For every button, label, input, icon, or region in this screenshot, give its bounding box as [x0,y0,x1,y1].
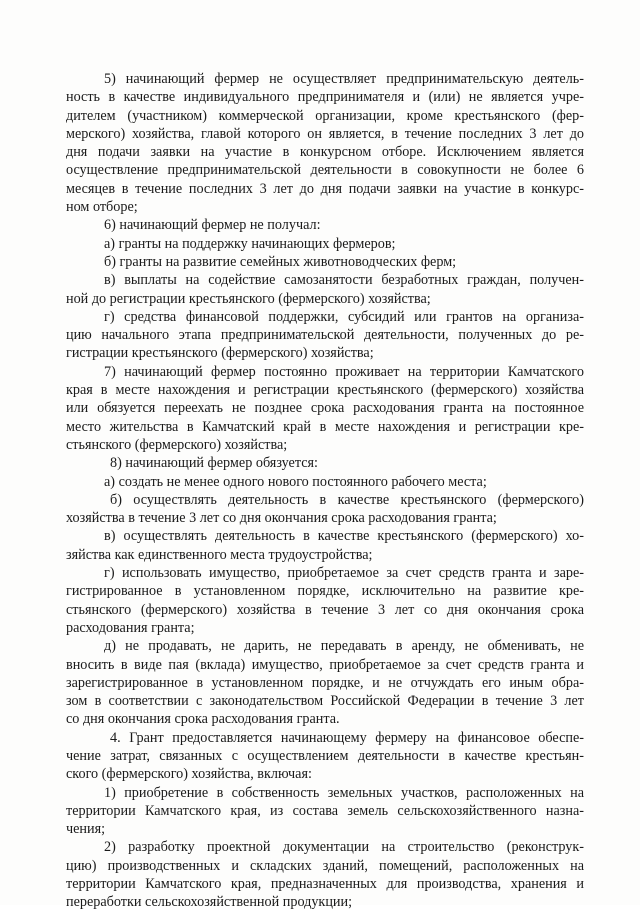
paragraph [66,253,584,271]
text-line: стьянского (фермерского) хозяйства; [66,436,288,453]
text-line: 8) начинающий фермер обязуется: [110,455,318,472]
text-line: стьянского (фермерского) хозяйства в течение 3 лет со дня окончания срока [66,601,584,618]
paragraph [66,564,584,637]
paragraph [66,271,584,308]
paragraph [66,235,584,253]
text-line: дня подачи заявки на участие в конкурсном отборе. Исключением является [66,144,584,161]
text-line: расходования гранта; [66,619,195,636]
paragraph [66,784,584,839]
text-line: цию) производственных и складских зданий, помещений, расположенных на [66,857,584,874]
paragraph [66,473,584,491]
text-line: место жительства в Камчатский край в месте нахождения и регистрации кре- [66,418,584,435]
paragraph [66,308,584,363]
text-line: хозяйства в течение 3 лет со дня окончания срока расходования гранта; [66,510,497,527]
text-line: ной до регистрации крестьянского (фермерского) хозяйства; [66,290,431,307]
text-line: 2) разработку проектной документации на строительство (реконструк- [104,839,584,856]
text-line: гистрированное в установленном порядке, исключительно на развитие кре- [66,583,584,600]
text-line: края в месте нахождения и регистрации крестьянского (фермерского) хозяйства [66,382,584,399]
text-line: территории Камчатского края, из состава земель сельскохозяйственного назна- [66,802,584,819]
text-line: в) выплаты на содействие самозанятости безработных граждан, получен- [104,272,584,289]
paragraph [66,491,584,528]
text-line: 4. Грант предоставляется начинающему фермеру на финансовое обеспе- [110,729,584,746]
text-line: в) осуществлять деятельность в качестве крестьянского (фермерского) хо- [104,528,584,545]
text-line: зарегистрированное в установленном порядке, и не отчуждать его иным обра- [66,674,584,691]
text-line: дителем (участником) коммерческой организации, кроме крестьянского (фер- [66,107,584,124]
paragraph [66,70,584,216]
text-line: ского (фермерского) хозяйства, включая: [66,766,312,783]
text-line: б) осуществлять деятельность в качестве крестьянского (фермерского) [110,491,584,508]
text-line: мерского) хозяйства, главой которого он является, в течение последних 3 лет до [66,125,584,142]
text-line: со дня окончания срока расходования гранта. [66,711,340,728]
text-line: гистрации крестьянского (фермерского) хозяйства; [66,345,374,362]
text-line: зяйства как единственного места трудоустройства; [66,546,373,563]
text-line: а) гранты на поддержку начинающих фермеров; [104,235,396,252]
document-body [66,70,584,912]
text-line: месяцев в течение последних 3 лет до дня подачи заявки на участие в конкурс- [66,180,584,197]
text-line: ность в качестве индивидуального предпринимателя и (или) не является учре- [66,89,584,106]
text-line: д) не продавать, не дарить, не передавать в аренду, не обменивать, не [104,638,584,655]
paragraph [66,216,584,234]
text-line: цию начального этапа предпринимательской деятельности, полученных до ре- [66,327,584,344]
text-line: 7) начинающий фермер постоянно проживает на территории Камчатского [104,363,584,380]
paragraph [66,454,584,472]
text-line: зом в соответствии с законодательством Российской Федерации в течение 3 лет [66,693,584,710]
paragraph [66,729,584,784]
text-line: а) создать не менее одного нового постоянного рабочего места; [104,473,487,490]
text-line: 1) приобретение в собственность земельных участков, расположенных на [104,784,584,801]
text-line: г) использовать имущество, приобретаемое за счет средств гранта и заре- [104,565,584,582]
text-line: 6) начинающий фермер не получал: [104,217,321,234]
text-line: вносить в виде пая (вклада) имущество, приобретаемое за счет средств гранта и [66,656,584,673]
text-line: переработки сельскохозяйственной продукции; [66,894,353,911]
text-line: осуществление предпринимательской деятельности в совокупности не более 6 [66,162,584,179]
text-line: ном отборе; [66,199,138,216]
text-line: б) гранты на развитие семейных животноводческих ферм; [104,253,457,270]
text-line: чения; [66,821,106,838]
paragraph [66,838,584,911]
text-line: г) средства финансовой поддержки, субсидий или грантов на организа- [104,308,584,325]
paragraph [66,363,584,454]
text-line: территории Камчатского края, предназначенных для производства, хранения и [66,876,584,893]
text-line: или обязуется переехать не позднее срока расходования гранта на постоянное [66,400,584,417]
text-line: 5) начинающий фермер не осуществляет предпринимательскую деятель- [104,71,584,87]
paragraph [66,527,584,564]
text-line: чение затрат, связанных с осуществлением деятельности в качестве крестьян- [66,747,584,764]
paragraph [66,637,584,728]
